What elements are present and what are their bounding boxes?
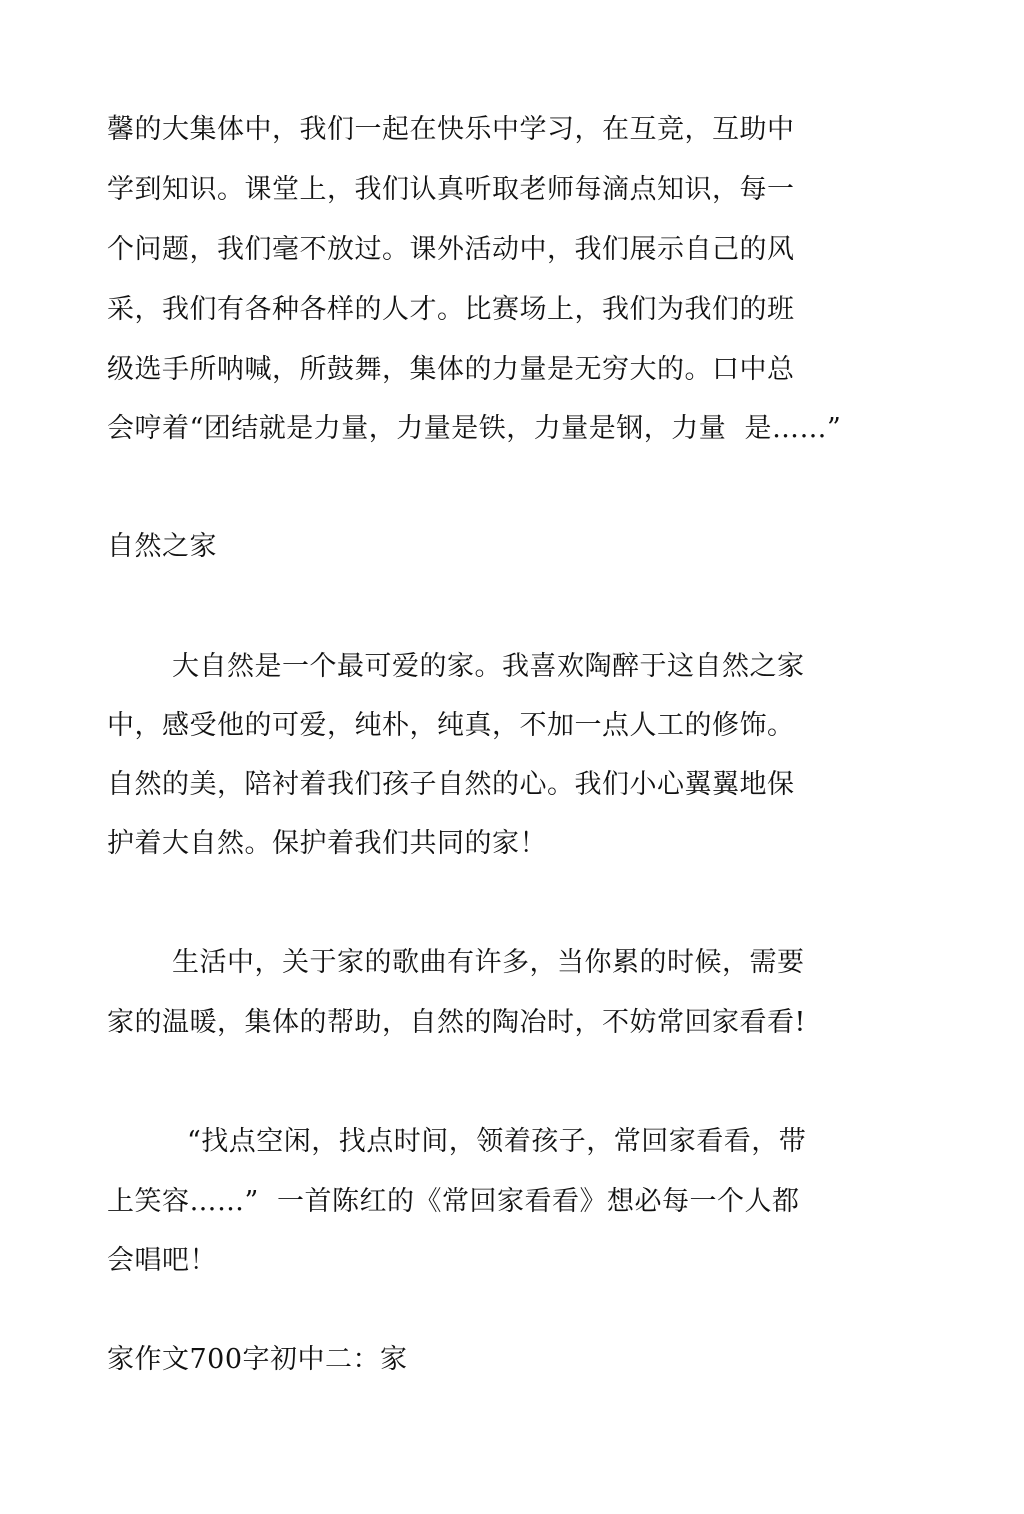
text-line: 上笑容……” 一首陈红的《常回家看看》想必每一个人都 xyxy=(107,1186,800,1217)
text-line: 个问题，我们毫不放过。课外活动中，我们展示自己的风 xyxy=(107,234,795,265)
text-line: 会哼着“团结就是力量，力量是铁，力量是钢，力量 是……” xyxy=(107,413,842,444)
text-line: 生活中，关于家的歌曲有许多，当你累的时候，需要 xyxy=(172,947,805,978)
text-line: 级选手所呐喊，所鼓舞，集体的力量是无穷大的。口中总 xyxy=(107,354,795,385)
text-line: “找点空闲，找点时间，领着孩子，常回家看看，带 xyxy=(187,1126,807,1157)
text-line: 馨的大集体中，我们一起在快乐中学习，在互竞，互助中 xyxy=(107,114,795,145)
text-line: 中，感受他的可爱，纯朴，纯真，不加一点人工的修饰。 xyxy=(107,710,795,741)
text-line: 自然的美，陪衬着我们孩子自然的心。我们小心翼翼地保 xyxy=(107,769,795,800)
text-line: 家的温暖，集体的帮助，自然的陶冶时，不妨常回家看看! xyxy=(107,1007,806,1038)
text-line: 护着大自然。保护着我们共同的家！ xyxy=(107,828,547,859)
essay-title: 家作文700字初中二：家 xyxy=(107,1344,408,1375)
text-line: 大自然是一个最可爱的家。我喜欢陶醉于这自然之家 xyxy=(172,651,805,682)
text-line: 会唱吧！ xyxy=(107,1245,217,1276)
text-line: 采，我们有各种各样的人才。比赛场上，我们为我们的班 xyxy=(107,294,795,325)
section-heading: 自然之家 xyxy=(107,531,217,562)
text-line: 学到知识。课堂上，我们认真听取老师每滴点知识，每一 xyxy=(107,174,795,205)
